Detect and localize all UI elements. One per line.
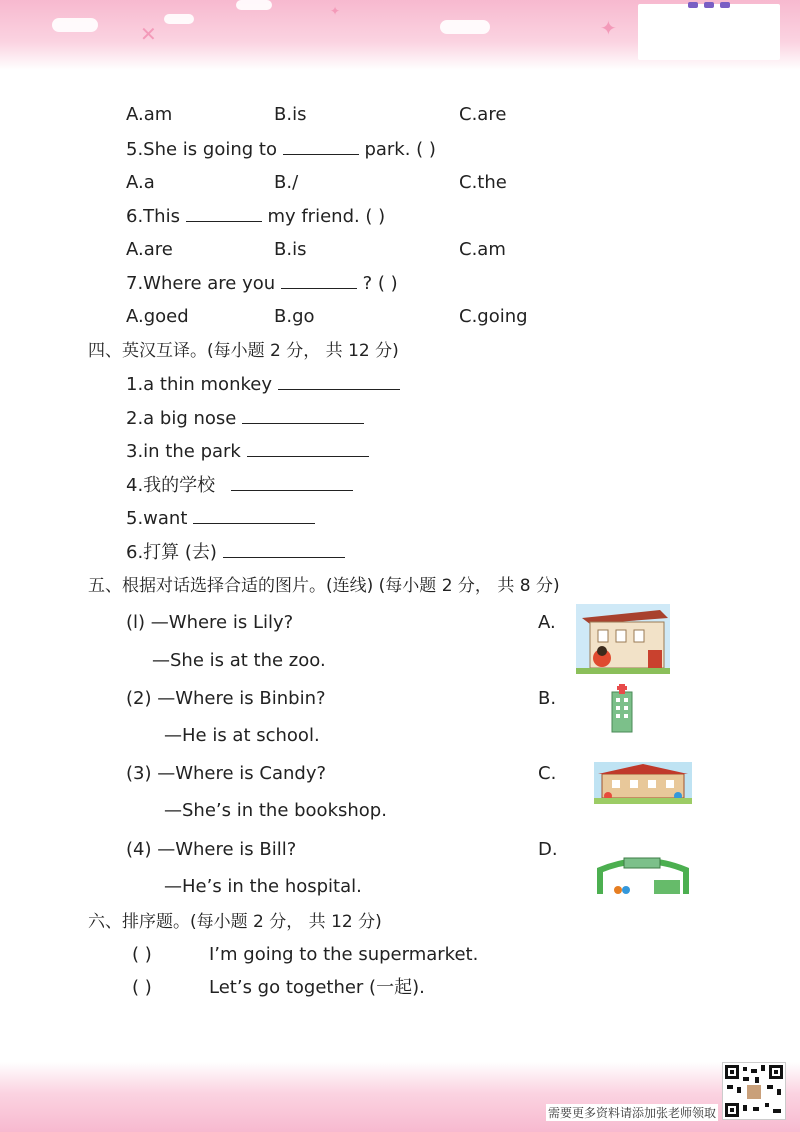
zoo-gate-picture[interactable] xyxy=(594,856,692,898)
dialog-answer: —She’s in the bookshop. xyxy=(164,800,387,821)
question-text: 5.She is going to xyxy=(126,139,277,160)
translate-item xyxy=(126,507,315,530)
option-b: B.is xyxy=(274,104,307,125)
picture-option-label: C. xyxy=(538,763,557,784)
order-paren[interactable]: ( ) xyxy=(132,944,152,965)
bookshop-picture[interactable] xyxy=(594,762,692,804)
picture-option-label: A. xyxy=(538,612,556,633)
option-c: C.the xyxy=(459,172,507,193)
item-text: 1.a thin monkey xyxy=(126,374,272,395)
dialog-answer: —He is at school. xyxy=(164,725,320,746)
section-5-title: 五、根据对话选择合适的图片。(连线) (每小题 2 分， 共 8 分) xyxy=(88,576,560,596)
item-text: 3.in the park xyxy=(126,441,241,462)
option-c: C.are xyxy=(459,104,507,125)
translate-item xyxy=(126,373,400,396)
dialog-answer: —He’s in the hospital. xyxy=(164,876,362,897)
header-paper xyxy=(638,4,780,60)
option-a: A.are xyxy=(126,239,173,260)
answer-blank[interactable] xyxy=(242,407,364,424)
option-a: A.goed xyxy=(126,306,189,327)
tab-decoration xyxy=(688,2,698,8)
question-text: park. ( ) xyxy=(364,139,436,160)
question-text: ? ( ) xyxy=(362,273,398,294)
order-sentence: Let’s go together (一起). xyxy=(209,977,425,998)
item-text: 6.打算 (去) xyxy=(126,542,217,563)
question-text: my friend. ( ) xyxy=(267,206,386,227)
picture-option-label: D. xyxy=(538,839,558,860)
bottom-banner xyxy=(0,1062,800,1132)
answer-blank[interactable] xyxy=(186,205,262,222)
option-b: B./ xyxy=(274,172,299,193)
dialog-question: (l) —Where is Lily? xyxy=(126,612,294,633)
cloud-decoration xyxy=(52,18,98,32)
translate-item xyxy=(126,407,364,430)
section-4-title: 四、英汉互译。(每小题 2 分， 共 12 分) xyxy=(88,341,399,361)
option-a: A.a xyxy=(126,172,155,193)
answer-blank[interactable] xyxy=(231,474,353,491)
school-building-picture[interactable] xyxy=(576,604,670,674)
translate-item xyxy=(126,541,345,564)
top-banner xyxy=(0,0,800,70)
dialog-question: (4) —Where is Bill? xyxy=(126,839,297,860)
answer-blank[interactable] xyxy=(193,507,315,524)
cloud-decoration xyxy=(440,20,490,34)
dialog-question: (2) —Where is Binbin? xyxy=(126,688,326,709)
picture-option-label: B. xyxy=(538,688,557,709)
hospital-building-picture[interactable] xyxy=(606,684,638,734)
answer-blank[interactable] xyxy=(247,440,369,457)
option-a: A.am xyxy=(126,104,173,125)
option-c: C.am xyxy=(459,239,506,260)
answer-blank[interactable] xyxy=(283,138,359,155)
item-text: 4.我的学校 xyxy=(126,475,216,496)
cloud-decoration xyxy=(236,0,272,10)
footer-note: 需要更多资料请添加张老师领取 xyxy=(548,1106,717,1120)
item-text: 5.want xyxy=(126,508,188,529)
star-icon: ✕ xyxy=(140,22,157,46)
answer-blank[interactable] xyxy=(281,272,357,289)
question-6 xyxy=(126,205,385,228)
option-c: C.going xyxy=(459,306,528,327)
translate-item xyxy=(126,440,369,463)
section-6-title: 六、排序题。(每小题 2 分， 共 12 分) xyxy=(88,912,382,932)
star-icon: ✦ xyxy=(330,4,341,18)
question-text: 6.This xyxy=(126,206,180,227)
question-text: 7.Where are you xyxy=(126,273,276,294)
tab-decoration xyxy=(704,2,714,8)
star-icon: ✦ xyxy=(600,16,617,40)
option-b: B.is xyxy=(274,239,307,260)
dialog-question: (3) —Where is Candy? xyxy=(126,763,327,784)
qr-code-icon[interactable] xyxy=(722,1062,786,1120)
cloud-decoration xyxy=(164,14,194,24)
answer-blank[interactable] xyxy=(278,373,400,390)
item-text: 2.a big nose xyxy=(126,408,237,429)
question-7 xyxy=(126,272,398,295)
question-5 xyxy=(126,138,436,161)
order-paren[interactable]: ( ) xyxy=(132,977,152,998)
answer-blank[interactable] xyxy=(223,541,345,558)
dialog-answer: —She is at the zoo. xyxy=(152,650,326,671)
tab-decoration xyxy=(720,2,730,8)
translate-item xyxy=(126,474,353,497)
order-sentence: I’m going to the supermarket. xyxy=(209,944,479,965)
option-b: B.go xyxy=(274,306,315,327)
